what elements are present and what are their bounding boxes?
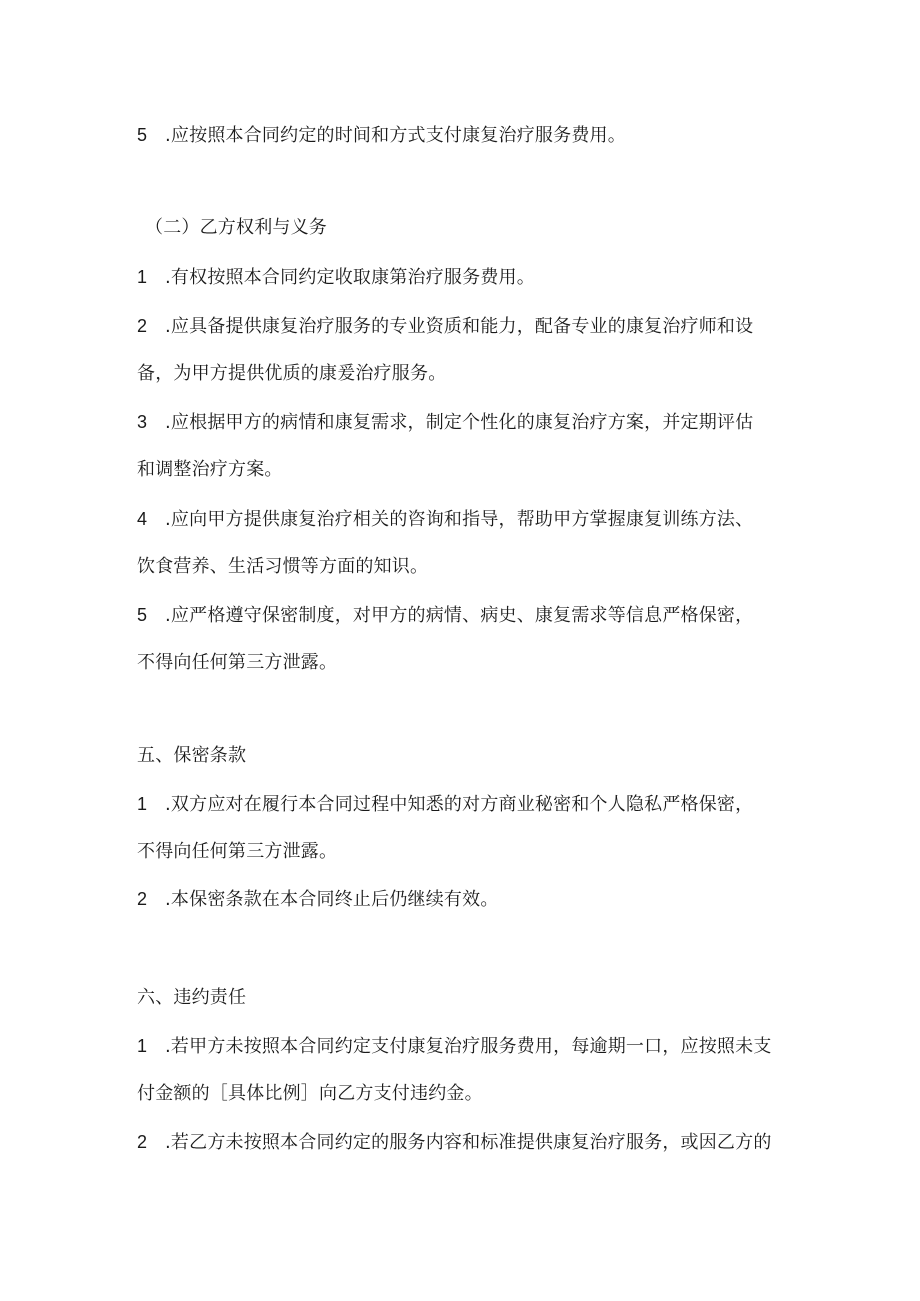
party-b-item-2-cont: 备，为甲方提供优质的康爰治疗服务。 bbox=[137, 363, 447, 384]
item-text: .若乙方未按照本合同约定的服务内容和标准提供康复治疗服务，或因乙方的 bbox=[165, 1132, 772, 1153]
item-number: 5 bbox=[137, 125, 148, 145]
breach-item-2 bbox=[137, 1130, 772, 1155]
party-b-item-3-cont: 和调整治疗方案。 bbox=[137, 459, 283, 480]
party-b-item-2 bbox=[137, 314, 753, 339]
item-text: .双方应对在履行本合同过程中知悉的对方商业秘密和个人隐私严格保密， bbox=[165, 794, 754, 815]
party-b-item-5 bbox=[137, 603, 753, 628]
party-b-item-1 bbox=[137, 265, 535, 290]
item-text: .有权按照本合同约定收取康第治疗服务费用。 bbox=[165, 267, 535, 288]
section-heading-breach-liability: 六、违约责任 bbox=[137, 987, 247, 1008]
item-text: .应严格遵守保密制度，对甲方的病情、病史、康复需求等信息严格保密， bbox=[165, 605, 754, 626]
party-b-item-3 bbox=[137, 410, 753, 435]
item-number: 3 bbox=[137, 412, 148, 432]
item-number: 1 bbox=[137, 267, 148, 287]
item-number: 4 bbox=[137, 509, 148, 529]
item-number: 2 bbox=[137, 316, 148, 336]
item-text: .若甲方未按照本合同约定支付康复治疗服务费用，每逾期一口，应按照未支 bbox=[165, 1036, 772, 1057]
party-b-item-4 bbox=[137, 507, 753, 532]
confidentiality-item-1-cont: 不得向任何第三方泄露。 bbox=[137, 841, 338, 862]
item-text: .本保密条款在本合同终止后仍继续有效。 bbox=[165, 889, 499, 910]
party-a-item-5 bbox=[137, 123, 626, 148]
item-number: 2 bbox=[137, 1132, 148, 1152]
item-text: .应按照本合同约定的时间和方式支付康复治疗服务费用。 bbox=[165, 125, 626, 146]
item-text: .应具备提供康复治疗服务的专业资质和能力，配备专业的康复治疗师和设 bbox=[165, 316, 754, 337]
item-text: .应向甲方提供康复治疗相关的咨询和指导，帮助甲方掌握康复训练方法、 bbox=[165, 509, 754, 530]
confidentiality-item-2 bbox=[137, 887, 499, 912]
breach-item-1 bbox=[137, 1034, 772, 1059]
party-b-item-5-cont: 不得向任何第三方泄露。 bbox=[137, 652, 338, 673]
party-b-item-4-cont: 饮食营养、生活习惯等方面的知识。 bbox=[137, 556, 429, 577]
section-heading-party-b: （二）乙方权利与义务 bbox=[145, 217, 327, 238]
section-heading-confidentiality: 五、保密条款 bbox=[137, 745, 247, 766]
item-text: .应根据甲方的病情和康复需求，制定个性化的康复治疗方案，并定期评估 bbox=[165, 412, 754, 433]
item-number: 2 bbox=[137, 889, 148, 909]
item-number: 1 bbox=[137, 1036, 148, 1056]
breach-item-1-cont: 付金额的［具体比例］向乙方支付违约金。 bbox=[137, 1083, 483, 1104]
item-number: 1 bbox=[137, 794, 148, 814]
item-number: 5 bbox=[137, 605, 148, 625]
confidentiality-item-1 bbox=[137, 792, 753, 817]
